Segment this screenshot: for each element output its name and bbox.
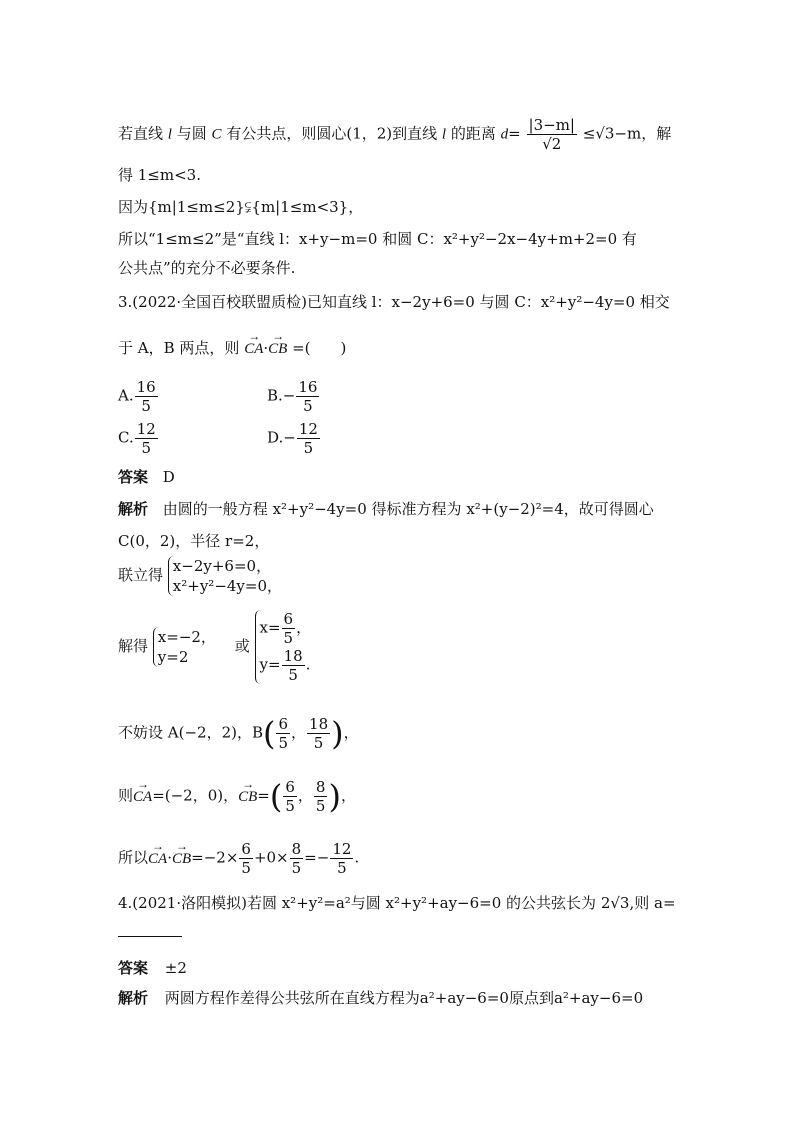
question-4: 4.(2021·洛阳模拟)若圆 x²+y²=a²与圆 x²+y²+ay−6=0 的公共弦长为 2√3,则 a= <box>118 894 676 912</box>
fraction-numerator: 18 <box>309 715 329 733</box>
answer-blank <box>118 936 182 937</box>
answer-value: D <box>162 468 175 486</box>
equation-row: x=−2， <box>157 628 216 646</box>
text: C <box>211 126 222 143</box>
equation-system <box>153 627 216 667</box>
equation-row: y=2 <box>157 648 189 666</box>
fraction-numerator: 8 <box>291 840 302 858</box>
fraction-denominator: 5 <box>337 859 347 877</box>
assume-line <box>118 715 359 752</box>
answer-3 <box>118 467 175 487</box>
text: = <box>257 786 270 805</box>
text-line: 公共点”的充分不必要条件. <box>118 259 296 277</box>
fraction <box>276 715 290 752</box>
text: 的距离 <box>450 124 496 143</box>
option-b[interactable] <box>267 378 320 415</box>
text: . <box>354 848 360 867</box>
equation-system <box>255 610 312 684</box>
text-line: 所以“1≤m≤2”是“直线 l：x+y−m=0 和圆 C：x²+y²−2x−4y+m+2=0 有 <box>118 230 637 248</box>
option-fraction <box>296 378 319 415</box>
text: ， <box>297 786 313 805</box>
text: ， <box>340 786 356 805</box>
text: 或 <box>234 637 250 655</box>
fraction-denominator: 5 <box>141 397 151 415</box>
fraction <box>282 610 296 647</box>
fraction-denominator: 5 <box>303 397 313 415</box>
fraction-denominator: 5 <box>241 859 251 877</box>
text: 于 A，B 两点，则 <box>118 339 240 357</box>
text-line: 因为{m|1≤m≤2}⫋{m|1≤m<3}， <box>118 198 364 216</box>
result-line <box>118 840 359 877</box>
fraction-denominator: 5 <box>278 734 289 752</box>
fraction-numerator: 6 <box>278 715 289 733</box>
line-distance <box>118 116 671 153</box>
text: ， <box>343 723 359 742</box>
fraction-numerator: 18 <box>283 647 303 665</box>
fraction <box>239 840 253 877</box>
text: 不妨设 A(−2，2)，B <box>118 723 263 742</box>
text: y= <box>259 655 281 674</box>
text: · <box>167 848 172 867</box>
fraction <box>290 840 304 877</box>
vectors-line <box>118 778 356 815</box>
equation-row <box>260 647 312 684</box>
text: 若直线 <box>118 124 164 143</box>
text: =− <box>304 848 330 867</box>
fraction <box>282 647 305 684</box>
text: 则 <box>118 786 134 805</box>
fraction-denominator: 5 <box>303 439 314 457</box>
fraction-denominator: 5 <box>313 734 324 752</box>
text: ≤√3−m，解 <box>582 124 672 143</box>
option-d[interactable] <box>267 420 321 457</box>
vector-ca: → CA <box>244 339 263 359</box>
fraction <box>307 715 330 752</box>
vector-ca: → CA <box>148 849 167 869</box>
fraction-denominator: 5 <box>285 797 295 815</box>
text: . <box>305 655 311 674</box>
fraction-denominator: 5 <box>291 859 302 877</box>
text-line: C(0，2)，半径 r=2， <box>118 532 270 550</box>
fraction-numerator: |3−m| <box>528 116 575 134</box>
text-line: 得 1≤m<3. <box>118 166 201 184</box>
text: 所以 <box>118 848 149 867</box>
text: 解得 <box>118 637 149 655</box>
text: ， <box>291 723 307 742</box>
equation-row <box>260 610 312 647</box>
option-label: B.− <box>267 386 296 405</box>
fraction-denominator: √2 <box>542 135 562 153</box>
fraction-denominator: 5 <box>283 629 294 647</box>
text: x= <box>259 618 281 637</box>
answer-blank-line <box>118 922 182 942</box>
option-fraction <box>297 420 320 457</box>
text: ， <box>296 618 312 637</box>
text: 两圆方程作差得公共弦所在直线方程为a²+ay−6=0原点到a²+ay−6=0 <box>164 989 644 1007</box>
vector-cb: → CB <box>172 849 191 869</box>
fraction-denominator: 5 <box>288 666 298 684</box>
equation-system <box>168 556 282 596</box>
fraction <box>283 778 297 815</box>
option-fraction <box>135 420 158 457</box>
equation-row: x−2y+6=0， <box>172 557 272 575</box>
question-3: 3.(2022·全国百校联盟质检)已知直线 l：x−2y+6=0 与圆 C：x²+y²−4y=0 相交 <box>118 293 670 311</box>
paren: ) <box>328 777 341 816</box>
vector-cb: → CB <box>268 339 287 359</box>
text: d <box>500 126 509 143</box>
fraction <box>314 778 328 815</box>
answer-value: ±2 <box>164 959 187 977</box>
fraction-numerator: 12 <box>332 840 352 858</box>
analysis-4 <box>118 988 643 1008</box>
text: =−2× <box>191 848 239 867</box>
paren: ) <box>331 714 344 753</box>
paren: ( <box>262 714 276 753</box>
text: =( ) <box>292 339 347 357</box>
fraction <box>330 840 353 877</box>
text: = <box>508 124 521 143</box>
vector-cb: → CB <box>238 787 257 807</box>
text: 联立得 <box>118 566 164 584</box>
fraction-numerator: 12 <box>136 420 156 438</box>
text: =(−2，0)， <box>152 786 239 805</box>
fraction-numerator: 12 <box>298 420 318 438</box>
fraction-numerator: 6 <box>241 840 251 858</box>
vector-ca: → CA <box>133 787 152 807</box>
fraction-denominator: 5 <box>315 797 326 815</box>
analysis-3-line1 <box>118 499 654 519</box>
option-label: C. <box>118 428 134 447</box>
system-1-line <box>118 556 282 596</box>
text: +0× <box>253 848 289 867</box>
fraction-numerator: 6 <box>283 610 294 628</box>
fraction-numerator: 16 <box>298 378 318 396</box>
option-label: A. <box>118 386 134 405</box>
text: l <box>167 126 172 143</box>
fraction-numerator: 6 <box>285 778 295 796</box>
answer-4 <box>118 958 187 978</box>
paren: ( <box>269 777 283 816</box>
distance-fraction <box>527 116 577 153</box>
option-a[interactable] <box>118 378 159 415</box>
answer-label: 答案 <box>118 468 149 486</box>
text: · <box>263 339 269 357</box>
equation-row: x²+y²−4y=0， <box>172 577 283 595</box>
option-fraction <box>135 378 158 415</box>
fraction-numerator: 8 <box>315 778 326 796</box>
answer-label: 答案 <box>118 959 149 977</box>
question-3-line2 <box>118 338 346 359</box>
analysis-label: 解析 <box>118 500 149 518</box>
fraction-numerator: 16 <box>136 378 156 396</box>
text: 与圆 <box>176 124 207 143</box>
text: 有公共点，则圆心(1，2)到直线 <box>226 124 438 143</box>
fraction-denominator: 5 <box>141 439 152 457</box>
solutions-line <box>118 610 311 684</box>
analysis-label: 解析 <box>118 989 149 1007</box>
option-label: D.− <box>267 428 296 447</box>
option-c[interactable] <box>118 420 159 457</box>
text: 由圆的一般方程 x²+y²−4y=0 得标准方程为 x²+(y−2)²=4，故可得圆心 <box>162 500 654 518</box>
text: l <box>441 126 447 143</box>
